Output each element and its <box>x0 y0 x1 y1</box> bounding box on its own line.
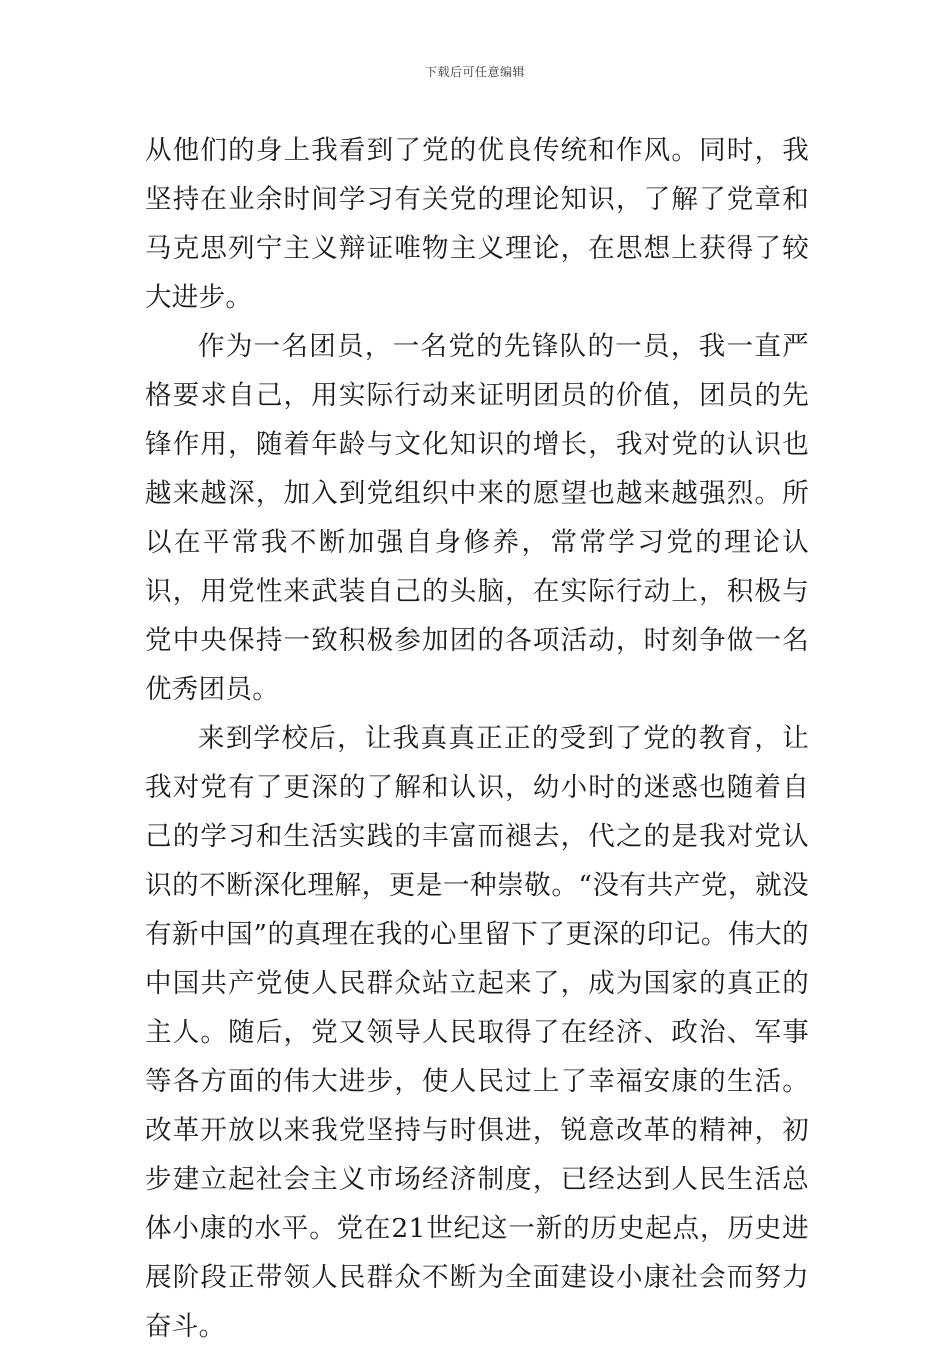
paragraph-school-education: 来到学校后，让我真真正正的受到了党的教育，让我对党有了更深的了解和认识，幼小时的迷惑也随着自己的学习和生活实践的丰富而褪去，代之的是我对党认识的不断深化理解，更是一种崇敬。“没有共产党，就没有新中国”的真理在我的心里留下了更深的印记。伟大的中国共产党使人民群众站立起来了，成为国家的真正的主人。随后，党又领导人民取得了在经济、政治、军事等各方面的伟大进步，使人民过上了幸福安康的生活。改革开放以来我党坚持与时俱进，锐意改革的精神，初步建立起社会主义市场经济制度，已经达到人民生活总体小康的水平。党在21世纪这一新的历史起点，历史进展阶段正带领人民群众不断为全面建设小康社会而努力奋斗。 <box>145 723 809 1342</box>
paragraph-league-member: 作为一名团员，一名党的先锋队的一员，我一直严格要求自己，用实际行动来证明团员的价值，团员的先锋作用，随着年龄与文化知识的增长，我对党的认识也越来越深，加入到党组织中来的愿望也越来越强烈。所以在平常我不断加强自身修养，常常学习党的理论认识，用党性来武装自己的头脑，在实际行动上，积极与党中央保持一致积极参加团的各项活动，时刻争做一名优秀团员。 <box>145 331 809 705</box>
page-header-note: 下载后可任意编辑 <box>424 65 525 79</box>
document-body <box>145 126 809 1351</box>
paragraph-continuation: 从他们的身上我看到了党的优良传统和作风。同时，我坚持在业余时间学习有关党的理论知识，了解了党章和马克思列宁主义辩证唯物主义理论，在思想上获得了较大进步。 <box>145 135 809 313</box>
